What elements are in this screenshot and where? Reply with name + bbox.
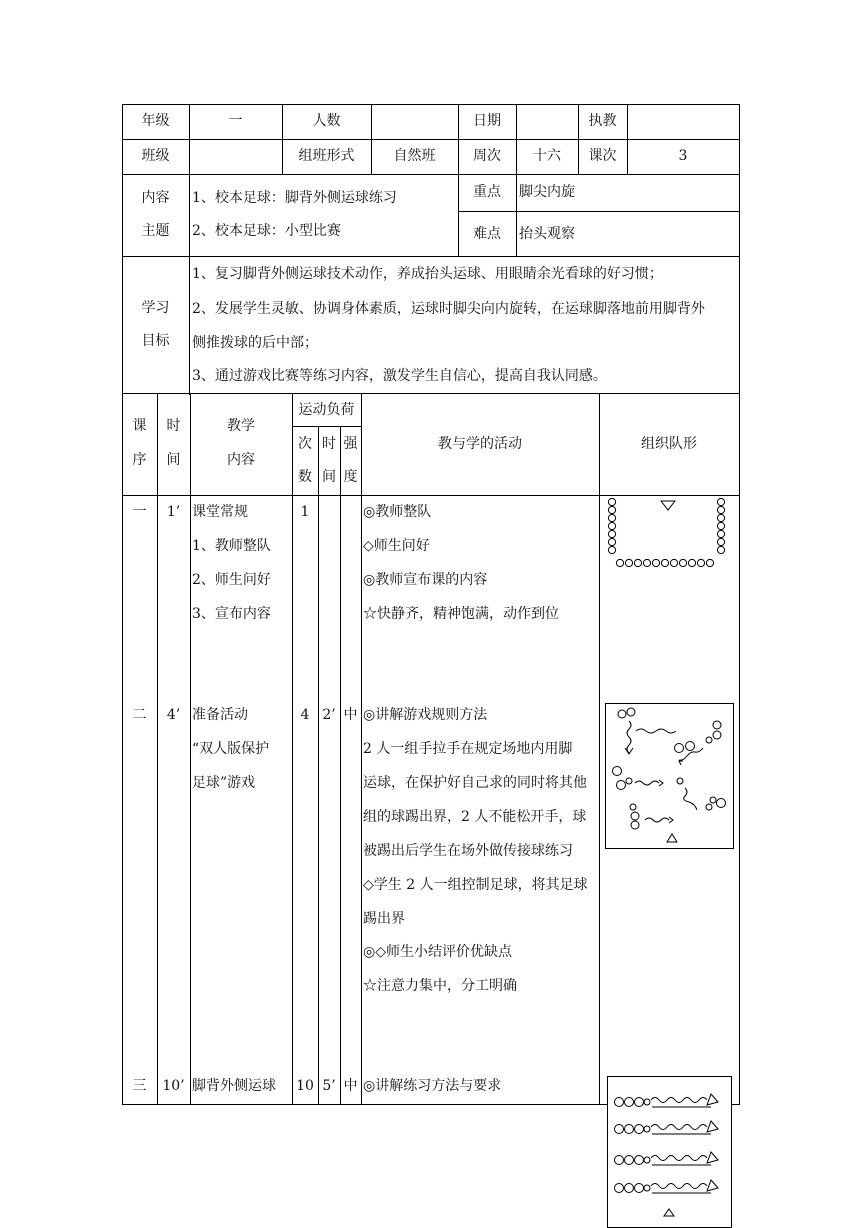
col-duration: 间 [322, 469, 336, 485]
table-rule [189, 104, 190, 395]
table-rule [361, 393, 362, 1105]
table-border-left [122, 104, 123, 1105]
row-duration: 2’ [322, 707, 336, 723]
row-activity-line: ◎教师整队 [363, 504, 432, 520]
col-activities: 教与学的活动 [438, 436, 522, 452]
row-activity-line: 被踢出后学生在场外做传接球练习 [363, 843, 573, 859]
game-field-markings [605, 703, 733, 849]
row-seq: 一 [132, 504, 147, 520]
col-content: 内容 [227, 452, 255, 468]
objective-line: 1、复习脚背外侧运球技术动作，养成抬头运球、用眼睛余光看球的好习惯； [192, 266, 663, 282]
table-rule [599, 393, 600, 1105]
row-activity-line: ◎教师宣布课的内容 [363, 572, 488, 588]
col-load: 运动负荷 [298, 402, 355, 418]
row-content-line: 3、宣布内容 [192, 606, 271, 622]
row-activity-line: ◎◇师生小结评价优缺点 [363, 944, 512, 960]
row-count: 10 [296, 1078, 314, 1094]
table-rule [122, 256, 740, 257]
format-value: 自然班 [393, 148, 436, 164]
lesson-label: 课次 [588, 148, 617, 164]
week-label: 周次 [473, 148, 501, 164]
date-label: 日期 [473, 113, 501, 129]
row-activity-line: 运球，在保护好自己求的同时将其他 [363, 775, 587, 791]
class-label: 班级 [141, 148, 170, 164]
col-time: 时 [166, 418, 181, 434]
dribbling-lanes [607, 1076, 731, 1216]
row-activity-line: ◎讲解练习方法与要求 [363, 1078, 502, 1094]
table-border-top [122, 104, 740, 105]
row-intensity: 中 [343, 707, 358, 723]
col-seq: 序 [132, 452, 147, 468]
objective-line: 侧推拨球的后中部； [192, 335, 318, 351]
col-intensity: 强 [343, 436, 358, 452]
row-content-line: 课堂常规 [192, 504, 248, 520]
table-rule [190, 393, 191, 1105]
row-activity-line: ☆快静齐，精神饱满，动作到位 [363, 606, 559, 622]
table-rule [157, 393, 158, 1105]
row-time: 4’ [166, 707, 181, 723]
content-label: 主题 [141, 223, 170, 239]
col-intensity: 度 [343, 469, 358, 485]
row-seq: 三 [132, 1078, 147, 1094]
formation-diagram-assembly [604, 496, 734, 572]
row-activity-line: 踢出界 [363, 911, 405, 927]
col-formation: 组织队形 [641, 436, 697, 452]
col-duration: 时 [322, 436, 336, 452]
table-rule [292, 426, 362, 427]
row-content-line: 准备活动 [192, 707, 248, 723]
row-activity-line: ◇学生 2 人一组控制足球，将其足球 [363, 877, 588, 893]
key-point-value: 脚尖内旋 [519, 184, 575, 200]
grade-value: 一 [228, 113, 243, 129]
row-activity-line: ◇师生问好 [363, 538, 430, 554]
col-time: 间 [166, 452, 181, 468]
table-rule [122, 139, 740, 140]
row-content-line: “双人版保护 [192, 741, 270, 757]
objectives-label: 学习 [141, 300, 170, 316]
format-label: 组班形式 [298, 148, 355, 164]
table-rule [122, 174, 740, 175]
content-label: 内容 [141, 190, 170, 206]
row-time: 1’ [166, 504, 181, 520]
row-count: 1 [300, 504, 310, 520]
table-rule [318, 426, 319, 1105]
table-rule [292, 393, 293, 1105]
week-value: 十六 [533, 148, 561, 164]
objective-line: 2、发展学生灵敏、协调身体素质，运球时脚尖向内旋转，在运球脚落地前用脚背外 [192, 301, 705, 317]
content-item: 2、校本足球：小型比赛 [192, 223, 341, 239]
grade-label: 年级 [141, 113, 170, 129]
row-activity-line: 2 人一组手拉手在规定场地内用脚 [363, 741, 573, 757]
table-rule [340, 426, 341, 1105]
difficulty-label: 难点 [473, 226, 501, 242]
count-label: 人数 [312, 113, 341, 129]
teacher-label: 执教 [588, 113, 617, 129]
row-duration: 5’ [322, 1078, 336, 1094]
lesson-value: 3 [678, 148, 688, 164]
table-border-right [739, 104, 740, 1105]
table-rule [516, 104, 517, 256]
objective-line: 3、通过游戏比赛等练习内容，激发学生自信心，提高自我认同感。 [192, 368, 607, 384]
col-count: 数 [298, 469, 312, 485]
row-time: 10’ [162, 1078, 185, 1094]
row-activity-line: ☆注意力集中，分工明确 [363, 978, 517, 994]
key-point-label: 重点 [473, 184, 501, 200]
row-content-line: 1、教师整队 [192, 538, 271, 554]
col-seq: 课 [132, 418, 147, 434]
objectives-label: 目标 [141, 333, 170, 349]
row-count: 4 [300, 707, 310, 723]
table-rule [122, 393, 740, 394]
row-content-line: 脚背外侧运球 [192, 1078, 276, 1094]
row-intensity: 中 [343, 1078, 358, 1094]
table-rule [458, 211, 740, 212]
row-activity-line: ◎讲解游戏规则方法 [363, 707, 488, 723]
content-item: 1、校本足球：脚背外侧运球练习 [192, 190, 397, 206]
difficulty-value: 抬头观察 [519, 226, 575, 242]
col-count: 次 [298, 436, 312, 452]
row-seq: 二 [132, 707, 147, 723]
row-activity-line: 组的球踢出界，2 人不能松开手，球 [363, 809, 587, 825]
row-content-line: 2、师生问好 [192, 572, 271, 588]
col-content: 教学 [227, 418, 255, 434]
row-content-line: 足球”游戏 [192, 775, 256, 791]
